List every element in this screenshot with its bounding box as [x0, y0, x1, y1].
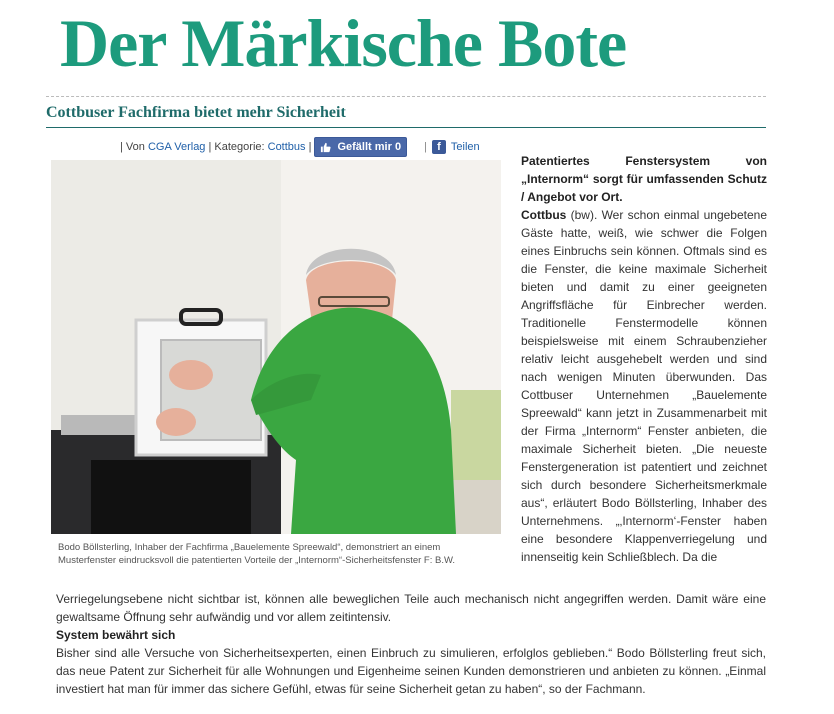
article-photo	[51, 160, 501, 534]
article-headline: Cottbuser Fachfirma bietet mehr Sicherheit	[46, 104, 346, 121]
category-link[interactable]: Cottbus	[267, 141, 306, 153]
dashed-divider	[46, 96, 766, 97]
meta-separator: |	[308, 141, 312, 153]
article-body-continuation: Verriegelungsebene nicht sichtbar ist, können alle beweglichen Teile auch mechanisch nicht angegriffen werden. Damit wäre eine gewaltsame Öffnung sehr aufwändig und vor allem zeitintensiv.	[56, 592, 766, 624]
headline-underline	[46, 127, 766, 128]
article-column	[521, 152, 767, 566]
like-count: 0	[394, 141, 402, 153]
photo-caption: Bodo Böllsterling, Inhaber der Fachfirma „Bauelemente Spreewald“, demonstriert an einem Musterfenster eindrucksvoll die patentierten Vorteile der „Internorm“-Sicherheitsfenster F: B.W.	[58, 542, 456, 566]
article-body-full	[56, 590, 766, 698]
article-meta	[120, 137, 480, 157]
facebook-like-button[interactable]	[314, 137, 407, 157]
masthead-logo[interactable]: Der Märkische Bote	[60, 5, 627, 81]
category-prefix: | Kategorie:	[208, 141, 265, 153]
article-subhead: System bewährt sich	[56, 628, 176, 642]
meta-separator: |	[424, 141, 427, 153]
photo-illustration	[51, 160, 501, 534]
article-body-column: (bw). Wer schon einmal ungebetene Gäste hatte, weiß, wie schwer die Folgen eines Einbruchs sein können. Oftmals sind es die Fenster, die keine maximale Sicherheit bieten und damit zu einer geeigneten Angriffsfläche für Einbrecher werden. Traditionelle Fenstermodelle können beispielsweise mit einem Schraubenzieher relativ leicht ausgehebelt werden und sind nach wenigen Minuten überwunden. Das Cottbuser Unternehmen „Bauelemente Spreewald“ kann jetzt in Zusammenarbeit mit der Firma „Internorm“ Fenster anbieten, die maximale Sicherheit bieten. „Die neueste Fenstergeneration ist patentiert und zeichnet sich durch besondere Sicherheitsmerkmale aus“, erläutert Bodo Böllsterling, Inhaber des Unternehmens. „‚Internorm‘-Fenster haben eine besondere Klappenverriegelung und innenseitig kein Schließblech. Da die	[521, 208, 767, 564]
author-link[interactable]: CGA Verlag	[147, 141, 206, 153]
article-lead: Patentiertes Fenstersystem von „Internorm“ sorgt für umfassenden Schutz / Angebot vor Ort.	[521, 154, 767, 204]
article-body-end: Bisher sind alle Versuche von Sicherheitsexperten, einen Einbruch zu simulieren, erfolglos geblieben.“ Bodo Böllsterling freut sich, das neue Patent zur Sicherheit für alle Wohnungen und Eigenheime seinen Kunden demonstrieren und anbieten zu können. „Einmal investiert hat man für immer das sichere Gefühl, etwas für seine Sicherheit getan zu haben“, so der Fachmann.	[56, 646, 766, 696]
share-link[interactable]: Teilen	[450, 141, 480, 153]
author-prefix: | Von	[120, 141, 145, 153]
article-place: Cottbus	[521, 208, 567, 222]
thumbs-up-icon	[320, 142, 331, 153]
like-label: Gefällt mir	[337, 141, 392, 153]
facebook-icon[interactable]: f	[432, 140, 446, 154]
